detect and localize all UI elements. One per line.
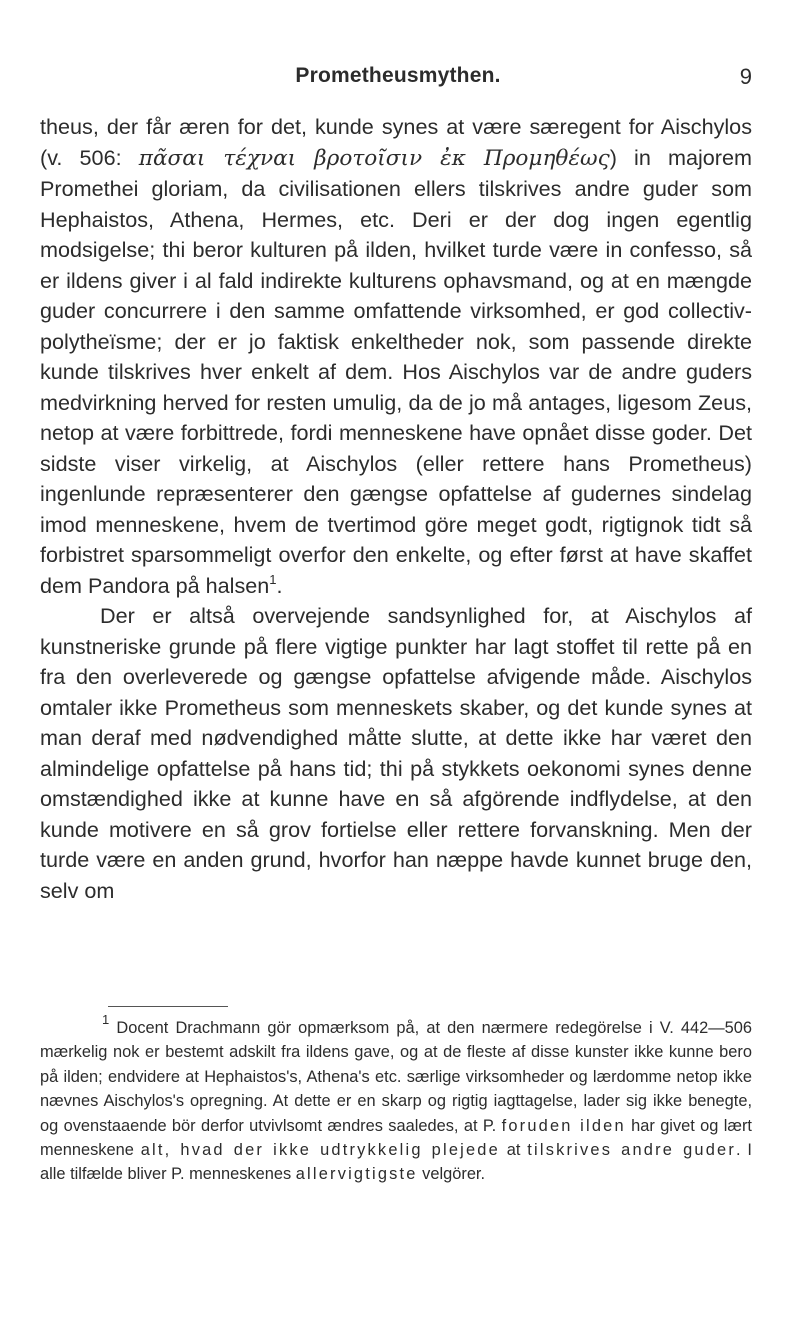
running-head <box>40 64 756 94</box>
footnote-reference[interactable]: 1 <box>269 571 277 587</box>
footnote-divider <box>108 1006 228 1007</box>
footnote-spaced-2: alt, hvad der ikke udtrykkelig plejede <box>140 1141 500 1160</box>
paragraph-1-text-c: . <box>276 572 283 598</box>
footnote-text <box>40 1012 752 1187</box>
footnote-mark: 1 <box>102 1012 110 1027</box>
paragraph-1 <box>40 112 752 601</box>
greek-quotation: πᾶσαι τέχναι βροτοῖσιν ἐκ Προμηθέως <box>138 145 610 171</box>
footnote-text-e: velgörer. <box>417 1165 486 1184</box>
footnote-text-d: . I alle tilfælde bliver P. menneskenes <box>40 1141 752 1184</box>
footnote-spaced-4: allervigtigste <box>295 1165 418 1184</box>
paragraph-2: Der er altså overvejende sandsynlighed for, at Aischylos af kunstneriske grunde på flere vigtige punkter har lagt stoffet til rette på en fra den overleverede og gængse opfattelse afvigende måde. Aischylos omtaler ikke Prometheus som menneskets skaber, og det kunde synes at man deraf med nødvendighed måtte slutte, at dette ikke har været den almindelige opfattelse på hans tid; thi på stykkets oekonomi synes denne omstændighed ikke at kunne have en så afgörende indflydelse, at den kunde motivere en så grov fortielse eller rettere forvanskning. Men der turde være en anden grund, hvorfor han næppe havde kunnet bruge den, selv om <box>40 603 752 903</box>
paragraph-1-text-b: ) in majorem Promethei gloriam, da civilisationen ellers tilskrives andre guder som Hephaistos, Athena, Hermes, etc. Deri er der dog ingen egentlig modsigelse; thi beror kulturen på ilden, hvilket turde være in confesso, så er ildens giver i al fald indirekte kulturens ophavsmand, og at en mængde guder concurrere i den samme omfattende virksomhed, er god collectiv-polytheïsme; der er jo faktisk enkeltheder nok, som passende direkte kunde tilskrives hver enkelt af dem. Hos Aischylos var de andre guders medvirkning herved for resten umulig, da de jo må antages, ligesom Zeus, netop at være forbittrede, fordi menneskene have opnået disse goder. Det sidste viser virkelig, at Aischylos (eller rettere hans Prometheus) ingenlunde repræsenterer den gængse opfattelse af gudernes sindelag imod menneskene, hvem de tvertimod göre meget godt, rigtignok tidt så forbistret sparsommeligt overfor den enkelte, og efter først at have skaffet dem Pandora på halsen <box>40 144 753 598</box>
paragraph-1-text-a: theus, der får æren for det, kunde synes at være særegent for Aischylos (v. 506: <box>40 114 752 170</box>
footnote-text-c: at <box>499 1141 528 1160</box>
body-text <box>40 112 752 906</box>
footnote-text-a: Docent Drachmann gör opmærksom på, at den nærmere redegörelse i V. 442—506 mærkelig nok er bestemt adskilt fra ildens gave, og at de fleste af disse kunster ikke kunne bero på ilden; endvidere at Hephaistos's, Athena's etc. særlige virksomheder og lærdomme netop ikke nævnes Aischylos's opregning. At dette er en skarp og rigtig iagttagelse, lader sig ikke benegte, og ovenstaaende bör derfor utvivlsomt ændres saaledes, at P. <box>40 1019 752 1135</box>
running-title: Prometheusmythen. <box>295 64 501 87</box>
footnote-spaced-1: foruden ilden <box>501 1116 626 1135</box>
footnote-spaced-3: tilskrives andre guder <box>527 1141 737 1160</box>
footnote-text-b: har givet og lært menneskene <box>40 1116 752 1160</box>
footnote <box>40 1012 752 1187</box>
page-number: 9 <box>739 64 752 89</box>
